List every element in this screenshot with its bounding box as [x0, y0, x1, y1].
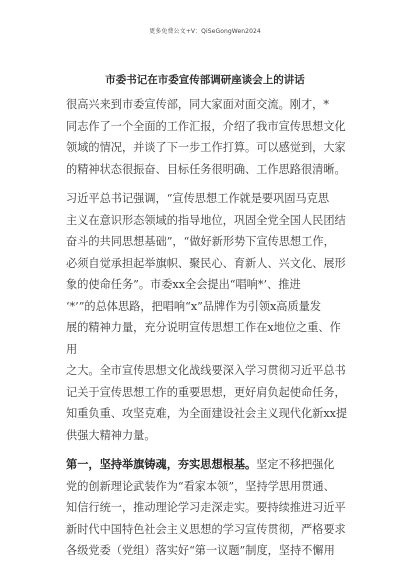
text-line: 供强大精神力量。 — [66, 428, 156, 442]
document-title: 市委书记在市委宣传部调研座谈会上的讲话 — [105, 74, 305, 86]
page-header: 更多免费公文+V：QiSeGongWen2024 — [149, 28, 261, 35]
text-line: 主义在意识形态领域的指导地位，巩固全党全国人民团结 — [66, 213, 346, 227]
paragraph-2 — [66, 188, 348, 446]
text-line: 知信行统一，推动理论学习走深走实。要持续推进习近平 — [66, 501, 346, 514]
text-line: 展的精神力量，充分说明宣传思想工作在x地位之重、作用 — [66, 321, 341, 356]
text-run: 坚定不移把强化 — [256, 458, 335, 471]
text-line: 的精神状态很振奋、目标任务很明确、工作思路很清晰。 — [66, 162, 346, 176]
text-line: 奋斗的共同思想基础”，“做好新形势下宣传思想工作， — [66, 235, 335, 248]
text-line: 很高兴来到市委宣传部，同大家面对面交流。刚才，* — [66, 98, 329, 111]
text-line: 党的创新理论武装作为“看家本领”，坚持学思用贯通、 — [66, 479, 335, 493]
text-line: 必须自觉承担起举旗帜、聚民心、育新人、兴文化、展形 — [66, 256, 346, 270]
section-heading: 第一，坚持举旗铸魂，夯实思想根基。 — [66, 457, 257, 471]
text-line: 记关于宣传思想工作的重要思想，更好肩负起使命任务， — [66, 385, 346, 399]
text-line: 新时代中国特色社会主义思想的学习宣传贯彻，严格要求 — [66, 522, 346, 536]
text-line: 象的使命任务”。市委xx全会提出“唱响*’、推进 — [66, 278, 301, 291]
text-line: 之大。全市宣传思想文化战线要深入学习贯彻习近平总书 — [66, 364, 346, 377]
text-line: 领域的情况，并谈了下一步工作打算。可以感觉到，大家 — [66, 141, 346, 154]
text-line: 各级党委（党组）落实好“第一议题”制度，坚持不懈用 — [66, 544, 335, 557]
document-body — [66, 94, 348, 562]
paragraph-3 — [66, 454, 348, 562]
text-line: 习近平总书记强调，“宣传思想工作就是要巩固马克思 — [66, 192, 330, 205]
text-line: 同志作了一个全面的工作汇报，介绍了我市宣传思想文化 — [66, 119, 346, 133]
paragraph-1 — [66, 94, 348, 180]
text-line: ‘*’”的总体思路，把唱响“x”品牌作为引领x高质量发 — [66, 299, 322, 313]
text-line: 知重负重、攻坚克难，为全面建设社会主义现代化新xx提 — [66, 407, 348, 420]
text-line — [66, 454, 348, 476]
